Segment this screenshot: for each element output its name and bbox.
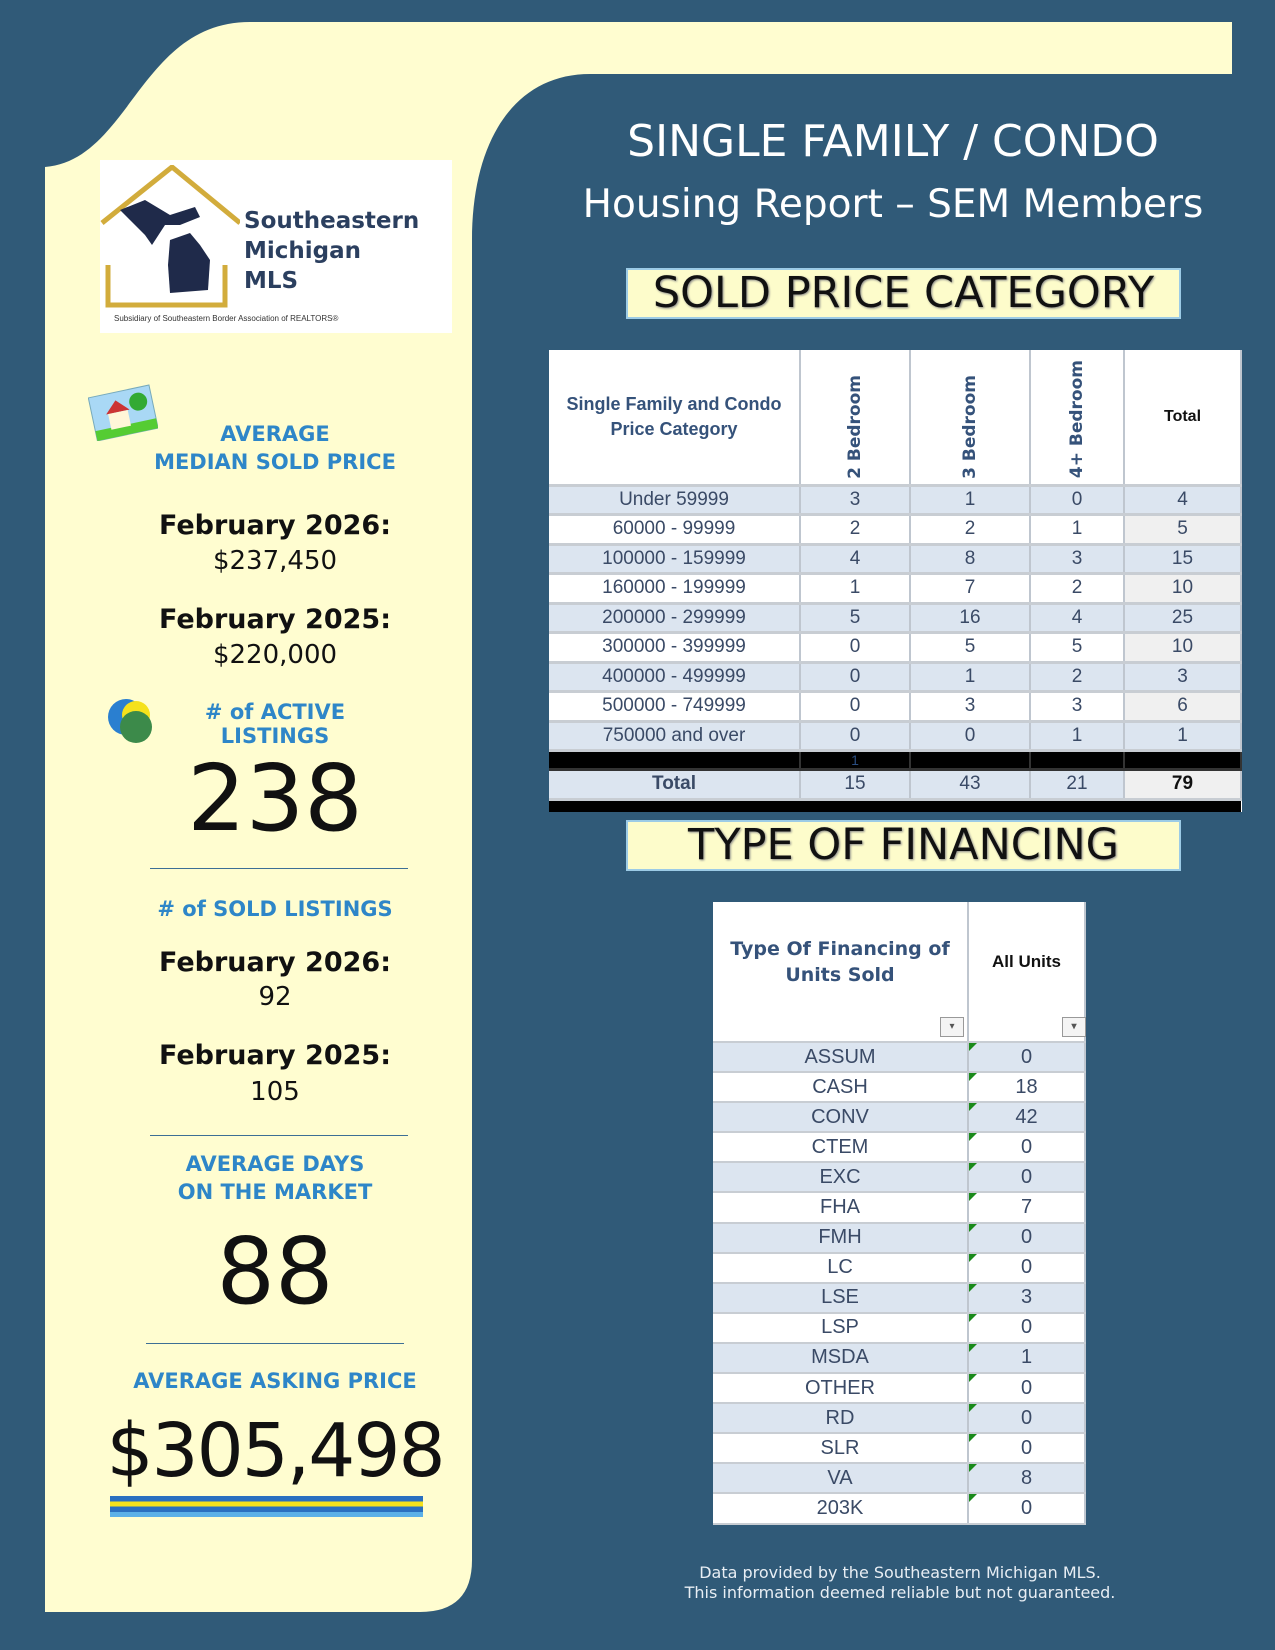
units-value: 0: [1020, 1316, 1033, 1339]
financing-type-cell: [713, 1433, 968, 1463]
financing-type: OTHER: [805, 1376, 875, 1399]
color-stripe-bar: [110, 1496, 423, 1517]
logo-line2: Michigan: [244, 238, 362, 264]
column-header: [1030, 350, 1124, 485]
table-row: [713, 1283, 1085, 1313]
count-cell: 16: [910, 603, 1030, 633]
comment-flag-icon: [969, 1073, 977, 1081]
financing-type: LC: [827, 1256, 853, 1279]
comment-flag-icon: [969, 1224, 977, 1232]
row-total-cell: 15: [1124, 544, 1241, 574]
row-total-cell: 3: [1124, 662, 1241, 692]
units-value: 0: [1020, 1165, 1033, 1188]
column-header: Total: [1124, 350, 1241, 485]
financing-type-cell: [713, 1463, 968, 1493]
financing-type-cell: [713, 1192, 968, 1222]
units-cell: [968, 1283, 1085, 1313]
median-month-2026: February 2026:: [158, 510, 391, 541]
table-row: [549, 574, 1241, 604]
units-value: 8: [1020, 1466, 1033, 1489]
count-cell: 5: [1030, 633, 1124, 663]
row-total-cell: 1: [1124, 721, 1241, 751]
financing-table: [713, 902, 1086, 1525]
financing-type-cell: [713, 1403, 968, 1433]
comment-flag-icon: [969, 1464, 977, 1472]
active-listings-value: 238: [187, 745, 363, 852]
filter-dropdown-button[interactable]: ▾: [1062, 1017, 1086, 1037]
financing-type: FHA: [820, 1196, 860, 1219]
median-value-2025: $220,000: [212, 640, 338, 670]
column-header: [713, 902, 968, 1042]
units-value: 42: [1015, 1105, 1038, 1128]
row-total-cell: 6: [1124, 692, 1241, 722]
count-cell: 0: [800, 633, 910, 663]
footer-line1: Data provided by the Southeastern Michigan MLS.: [699, 1563, 1101, 1582]
table-row: [713, 1162, 1085, 1192]
sold-month-2026: February 2026:: [158, 947, 391, 978]
financing-type-cell: [713, 1343, 968, 1373]
median-value-2026: $237,450: [212, 546, 338, 576]
table-row: [713, 1102, 1085, 1132]
table-row: [713, 1042, 1085, 1072]
table-row: [549, 544, 1241, 574]
comment-flag-icon: [969, 1163, 977, 1171]
count-cell: 0: [800, 662, 910, 692]
column-header: Single Family and Condo Price Category: [549, 350, 800, 485]
price-range-cell: 100000 - 159999: [549, 544, 800, 574]
row-total-cell: 10: [1124, 633, 1241, 663]
units-cell: [968, 1373, 1085, 1403]
table-row: [713, 1223, 1085, 1253]
financing-type-cell: [713, 1283, 968, 1313]
column-header-label: 3 Bedroom: [960, 374, 980, 479]
units-cell: [968, 1192, 1085, 1222]
sold-month-2025: February 2025:: [158, 1040, 391, 1071]
logo-subtitle: Subsidiary of Southeastern Border Association of REALTORS®: [114, 314, 339, 323]
count-cell: 2: [1030, 662, 1124, 692]
total-cell: 21: [1030, 770, 1124, 800]
table-row: [549, 485, 1241, 515]
table-row: [549, 721, 1241, 751]
count-cell: 2: [910, 515, 1030, 545]
table-row: [713, 1132, 1085, 1162]
table-header-row: [549, 350, 1241, 485]
units-value: 0: [1020, 1045, 1033, 1068]
financing-type: EXC: [819, 1165, 861, 1188]
days-on-market-label-line2: ON THE MARKET: [177, 1180, 373, 1204]
price-range-cell: 400000 - 499999: [549, 662, 800, 692]
table-row: [713, 1313, 1085, 1343]
count-cell: 3: [910, 692, 1030, 722]
comment-flag-icon: [969, 1254, 977, 1262]
table-row: [549, 603, 1241, 633]
divider: [150, 868, 408, 869]
units-cell: [968, 1132, 1085, 1162]
units-value: 0: [1020, 1496, 1033, 1519]
count-cell: 5: [910, 633, 1030, 663]
row-total-cell: 4: [1124, 485, 1241, 515]
price-range-cell: 300000 - 399999: [549, 633, 800, 663]
report-subtitle: Housing Report – SEM Members: [582, 182, 1204, 227]
count-cell: 1: [1030, 515, 1124, 545]
count-cell: 0: [800, 692, 910, 722]
financing-type: ASSUM: [804, 1045, 876, 1068]
financing-type: LSE: [821, 1286, 859, 1309]
column-header-label: 2 Bedroom: [845, 374, 865, 479]
column-header-label: Type Of Financing of Units Sold: [730, 937, 950, 986]
units-cell: [968, 1343, 1085, 1373]
table-row: [713, 1192, 1085, 1222]
column-header: [910, 350, 1030, 485]
units-value: 0: [1020, 1376, 1033, 1399]
footer-line2: This information deemed reliable but not guaranteed.: [684, 1583, 1116, 1602]
report-title: SINGLE FAMILY / CONDO: [627, 116, 1159, 167]
count-cell: 1: [910, 662, 1030, 692]
comment-flag-icon: [969, 1043, 977, 1051]
days-on-market-value: 88: [216, 1218, 334, 1325]
financing-type: RD: [825, 1406, 855, 1429]
units-value: 0: [1020, 1226, 1033, 1249]
separator-row: [549, 751, 1241, 770]
financing-type-cell: [713, 1072, 968, 1102]
units-cell: [968, 1253, 1085, 1283]
row-total-cell: 25: [1124, 603, 1241, 633]
price-range-cell: Under 59999: [549, 485, 800, 515]
units-cell: [968, 1042, 1085, 1072]
units-cell: [968, 1433, 1085, 1463]
asking-price-value: $305,498: [106, 1408, 444, 1494]
financing-type-cell: [713, 1493, 968, 1523]
financing-type: MSDA: [811, 1346, 869, 1369]
sold-value-2025: 105: [250, 1077, 300, 1107]
comment-flag-icon: [969, 1133, 977, 1141]
count-cell: 1: [800, 574, 910, 604]
count-cell: 2: [800, 515, 910, 545]
table-row: [549, 515, 1241, 545]
financing-type-cell: [713, 1102, 968, 1132]
count-cell: 0: [800, 721, 910, 751]
comment-flag-icon: [969, 1434, 977, 1442]
table-row: [549, 692, 1241, 722]
financing-type: 203K: [816, 1496, 864, 1519]
table-row: [549, 662, 1241, 692]
units-value: 0: [1020, 1135, 1033, 1158]
median-label-line2: MEDIAN SOLD PRICE: [154, 450, 396, 474]
sold-listings-label: # of SOLD LISTINGS: [157, 897, 393, 921]
units-value: 18: [1015, 1075, 1038, 1098]
logo-line1: Southeastern: [244, 208, 420, 234]
logo-text: [244, 206, 419, 296]
column-header: [968, 902, 1085, 1042]
comment-flag-icon: [969, 1494, 977, 1502]
column-header-label: All Units: [992, 951, 1061, 971]
comment-flag-icon: [969, 1193, 977, 1201]
financing-type-cell: [713, 1253, 968, 1283]
active-listings-label: # of ACTIVE LISTINGS: [204, 700, 346, 748]
financing-type: VA: [827, 1466, 853, 1489]
column-header-label: 4+ Bedroom: [1067, 360, 1087, 479]
count-cell: 4: [800, 544, 910, 574]
financing-type: SLR: [820, 1436, 860, 1459]
separator-value: 1: [800, 751, 910, 770]
units-cell: [968, 1493, 1085, 1523]
row-total-cell: 10: [1124, 574, 1241, 604]
days-on-market-label-line1: AVERAGE DAYS: [185, 1152, 365, 1176]
table-row: [713, 1072, 1085, 1102]
comment-flag-icon: [969, 1284, 977, 1292]
type-of-financing-heading: TYPE OF FINANCING: [626, 820, 1181, 871]
sold-value-2026: 92: [258, 982, 292, 1012]
count-cell: 4: [1030, 603, 1124, 633]
total-cell: 15: [800, 770, 910, 800]
count-cell: 2: [1030, 574, 1124, 604]
price-range-cell: 200000 - 299999: [549, 603, 800, 633]
financing-type-cell: [713, 1162, 968, 1192]
total-row: [549, 770, 1241, 800]
price-range-cell: 750000 and over: [549, 721, 800, 751]
units-cell: [968, 1463, 1085, 1493]
comment-flag-icon: [969, 1404, 977, 1412]
financing-type-cell: [713, 1223, 968, 1253]
median-label-line1: AVERAGE: [220, 422, 330, 446]
column-header: [800, 350, 910, 485]
table-row: [713, 1343, 1085, 1373]
financing-type-cell: [713, 1373, 968, 1403]
footer: [600, 1563, 1200, 1603]
financing-type: CONV: [811, 1105, 869, 1128]
total-cell: 43: [910, 770, 1030, 800]
filter-dropdown-button[interactable]: ▾: [940, 1017, 964, 1037]
row-total-cell: 5: [1124, 515, 1241, 545]
financing-type: FMH: [818, 1226, 862, 1249]
count-cell: 5: [800, 603, 910, 633]
units-cell: [968, 1313, 1085, 1343]
units-cell: [968, 1403, 1085, 1433]
table-row: [549, 633, 1241, 663]
comment-flag-icon: [969, 1103, 977, 1111]
price-category-table: [549, 350, 1242, 812]
count-cell: 1: [1030, 721, 1124, 751]
financing-type-cell: [713, 1132, 968, 1162]
units-value: 0: [1020, 1406, 1033, 1429]
units-value: 0: [1020, 1436, 1033, 1459]
price-range-cell: 60000 - 99999: [549, 515, 800, 545]
units-value: 7: [1020, 1196, 1033, 1219]
count-cell: 8: [910, 544, 1030, 574]
comment-flag-icon: [969, 1374, 977, 1382]
count-cell: 3: [1030, 692, 1124, 722]
units-cell: [968, 1102, 1085, 1132]
table-row: [713, 1463, 1085, 1493]
financing-type-cell: [713, 1042, 968, 1072]
units-value: 1: [1020, 1346, 1033, 1369]
total-label: Total: [549, 770, 800, 800]
logo-line3: MLS: [244, 268, 299, 294]
sold-price-category-heading: SOLD PRICE CATEGORY: [626, 268, 1181, 319]
table-row: [713, 1493, 1085, 1523]
median-month-2025: February 2025:: [158, 604, 391, 635]
bottom-bar: [549, 799, 1241, 812]
units-cell: [968, 1162, 1085, 1192]
comment-flag-icon: [969, 1344, 977, 1352]
financing-type: CTEM: [811, 1135, 869, 1158]
table-row: [713, 1403, 1085, 1433]
units-cell: [968, 1223, 1085, 1253]
price-range-cell: 160000 - 199999: [549, 574, 800, 604]
table-row: [713, 1433, 1085, 1463]
table-row: [713, 1373, 1085, 1403]
comment-flag-icon: [969, 1314, 977, 1322]
count-cell: 3: [800, 485, 910, 515]
table-header-row: [713, 902, 1085, 1042]
asking-price-label: AVERAGE ASKING PRICE: [133, 1369, 417, 1393]
logo: [100, 160, 452, 333]
units-value: 0: [1020, 1256, 1033, 1279]
count-cell: 0: [910, 721, 1030, 751]
divider: [150, 1135, 408, 1136]
divider: [146, 1343, 404, 1344]
count-cell: 1: [910, 485, 1030, 515]
count-cell: 7: [910, 574, 1030, 604]
count-cell: 0: [1030, 485, 1124, 515]
circles-icon: [106, 697, 156, 745]
financing-type-cell: [713, 1313, 968, 1343]
michigan-house-logo-icon: [100, 165, 240, 310]
price-range-cell: 500000 - 749999: [549, 692, 800, 722]
financing-type: CASH: [812, 1075, 868, 1098]
units-value: 3: [1020, 1286, 1033, 1309]
financing-type: LSP: [821, 1316, 859, 1339]
grand-total: 79: [1124, 770, 1241, 800]
units-cell: [968, 1072, 1085, 1102]
table-row: [713, 1253, 1085, 1283]
count-cell: 3: [1030, 544, 1124, 574]
